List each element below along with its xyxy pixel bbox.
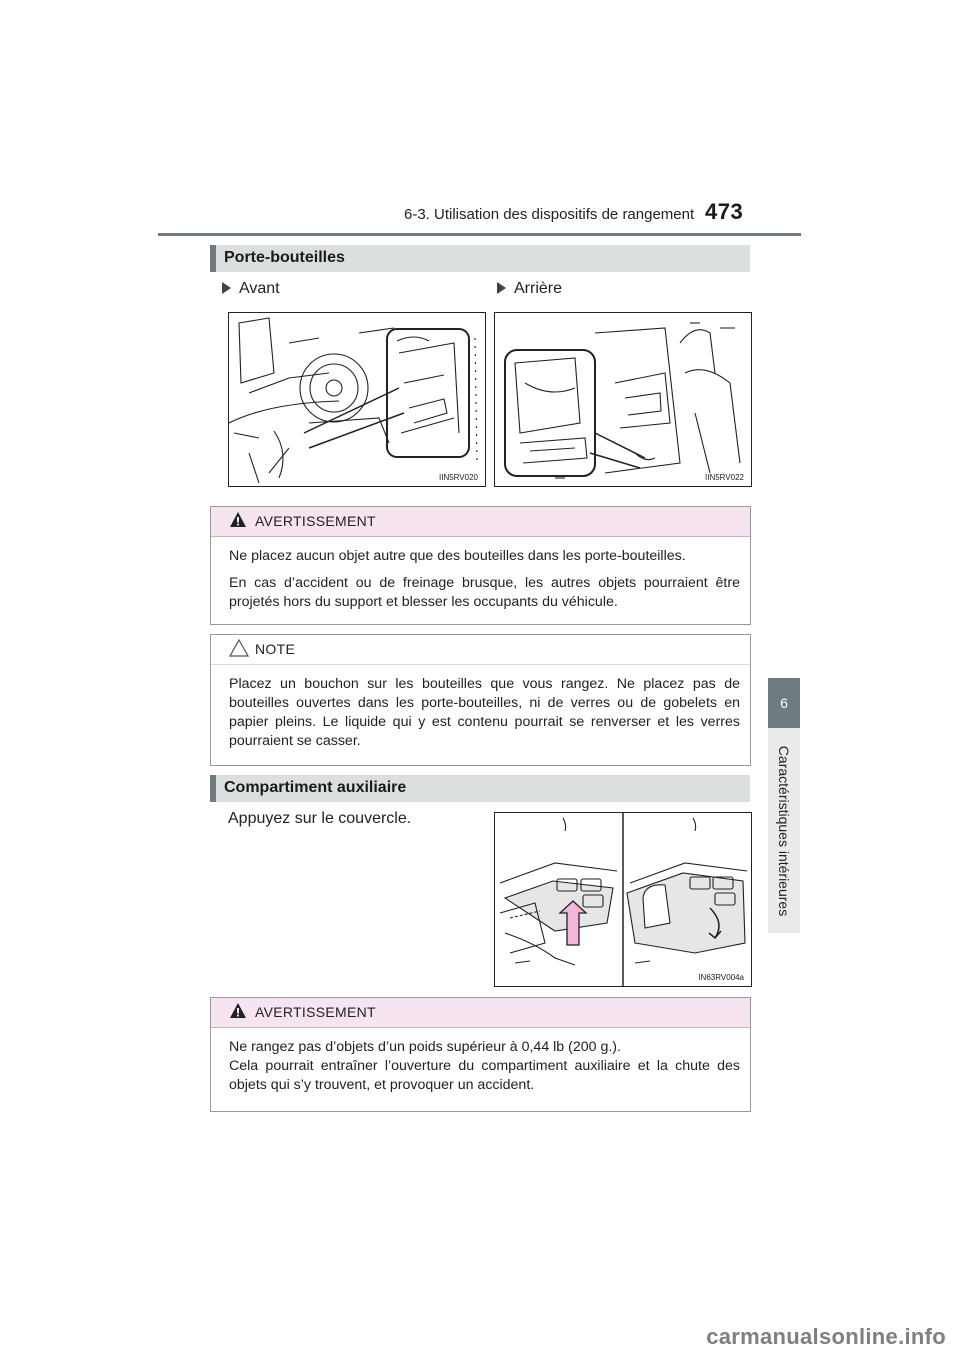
rear-bottle-holder-illustration	[494, 312, 752, 487]
aux-compartment-illustration	[494, 812, 752, 987]
note-box	[210, 634, 751, 766]
warning-triangle-icon	[229, 511, 247, 528]
note-text: Placez un bouchon sur les bouteilles que vous rangez. Ne placez pas de bouteilles ouvertes dans les porte-bouteilles, ni de verres ou de gobelets en papier pleins. Le liquide qui y est contenu pourrait se renverser et les verres pourraient se casser.	[229, 676, 740, 749]
warning-box-aux	[210, 997, 751, 1112]
section-heading-bar	[210, 775, 216, 802]
note-title: NOTE	[255, 641, 296, 657]
warning-text-line: Ne placez aucun objet autre que des bouteilles dans les porte-bouteilles.	[229, 548, 686, 564]
bullet-front	[222, 280, 280, 298]
bullet-rear-label: Arrière	[514, 280, 563, 297]
chapter-title: 6-3. Utilisation des dispositifs de rangement	[404, 206, 695, 223]
front-bottle-holder-illustration	[228, 312, 486, 487]
warning-triangle-icon	[229, 1002, 247, 1019]
caution-triangle-icon	[229, 639, 249, 657]
bullet-triangle-icon	[497, 282, 506, 294]
bullet-front-label: Avant	[239, 280, 280, 297]
warning-box-bottles	[210, 506, 751, 625]
warning-text-line: Cela pourrait entraîner l’ouverture du compartiment auxiliaire et la chute des objets qui s’y trouvent, et provoquer un accident.	[229, 1058, 740, 1093]
page-number: 473	[705, 199, 744, 224]
watermark: carmanualsonline.info	[706, 1324, 946, 1349]
aux-instruction: Appuyez sur le couvercle.	[228, 810, 412, 827]
section-heading-bottle-holders	[210, 245, 750, 272]
image-code: IN63RV004a	[698, 973, 744, 982]
note-header	[211, 635, 750, 665]
bullet-triangle-icon	[222, 282, 231, 294]
section-heading-bar	[210, 245, 216, 272]
warning-title: AVERTISSEMENT	[255, 513, 376, 529]
section-heading-text: Compartiment auxiliaire	[224, 779, 407, 796]
image-code: IIN5RV020	[439, 473, 478, 482]
warning-header	[211, 507, 750, 537]
bullet-rear	[497, 280, 562, 298]
warning-body	[211, 1028, 750, 1095]
chapter-tab-label-text: Caractéristiques intérieures	[776, 745, 792, 916]
warning-text-line: Ne rangez pas d’objets d’un poids supérieur à 0,44 lb (200 g.).	[229, 1039, 621, 1055]
warning-header	[211, 998, 750, 1028]
section-heading-text: Porte-bouteilles	[224, 249, 345, 266]
warning-title: AVERTISSEMENT	[255, 1004, 376, 1020]
image-code: IIN5RV022	[705, 473, 744, 482]
section-heading-aux-compartment	[210, 775, 750, 802]
chapter-tab-number: 6	[768, 678, 800, 728]
chapter-tab-label	[768, 728, 800, 933]
warning-body	[211, 537, 750, 612]
note-body	[211, 665, 750, 751]
header-rule	[158, 233, 801, 236]
warning-text-line: En cas d’accident ou de freinage brusque, les autres objets pourraient être projetés hors du support et blesser les occupants du véhicule.	[229, 575, 740, 610]
